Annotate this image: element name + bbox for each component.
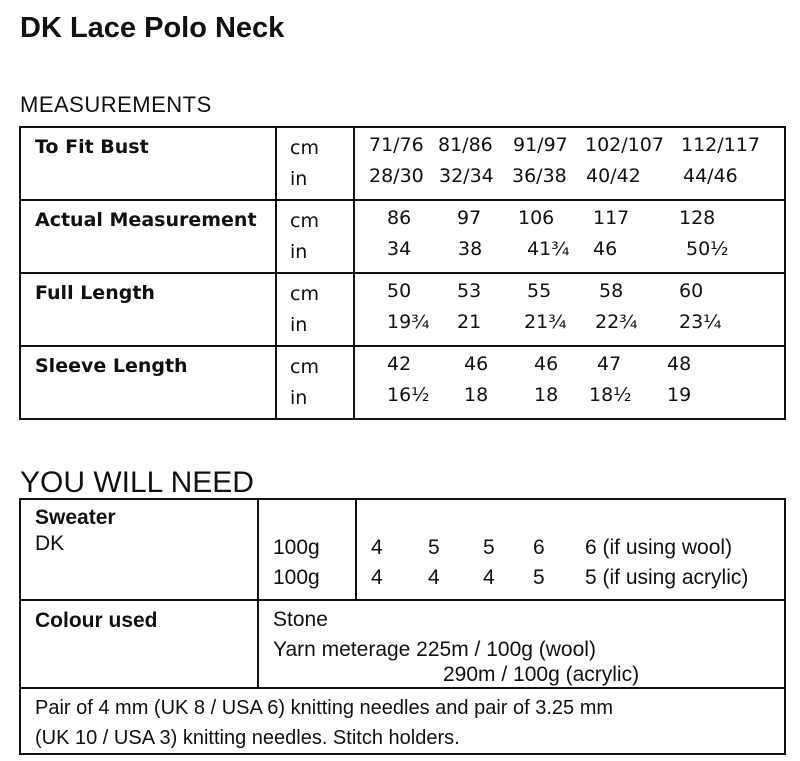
- value-cell: 18: [464, 384, 489, 406]
- value-cell: 117: [593, 207, 630, 229]
- quantity-cell: 5: [428, 536, 440, 559]
- value-cell: 71/76: [369, 134, 424, 156]
- quantity-note: 6 (if using wool): [585, 536, 733, 559]
- value-cell: 42: [387, 353, 412, 375]
- value-cell: 34: [387, 238, 412, 260]
- value-cell: 60: [679, 280, 704, 302]
- unit-cm: cm: [290, 356, 319, 378]
- value-cell: 40/42: [586, 165, 641, 187]
- value-cell: 38: [458, 238, 483, 260]
- row-label: Full Length: [35, 282, 155, 304]
- yarn-weight: 100g: [273, 566, 320, 589]
- quantity-note: 5 (if using acrylic): [585, 566, 749, 589]
- value-cell: 81/86: [438, 134, 493, 156]
- value-cell: 32/34: [439, 165, 494, 187]
- value-cell: 18½: [589, 384, 632, 406]
- row-label: Sleeve Length: [35, 355, 188, 377]
- table-row: [20, 600, 785, 688]
- unit-in: in: [290, 387, 308, 409]
- quantity-cell: 4: [428, 566, 440, 589]
- value-cell: 55: [527, 280, 552, 302]
- row-label: To Fit Bust: [35, 136, 149, 158]
- needles-line-2: (UK 10 / USA 3) knitting needles. Stitch holders.: [35, 727, 460, 749]
- value-cell: 48: [667, 353, 692, 375]
- value-cell: 21: [457, 311, 482, 333]
- unit-cm: cm: [290, 283, 319, 305]
- page-title: DK Lace Polo Neck: [20, 12, 285, 44]
- needles-line-1: Pair of 4 mm (UK 8 / USA 6) knitting needles and pair of 3.25 mm: [35, 697, 614, 719]
- value-cell: 91/97: [513, 134, 568, 156]
- table-row: [20, 688, 785, 754]
- table-row: [20, 499, 785, 600]
- colour-name: Stone: [273, 608, 328, 631]
- value-cell: 18: [534, 384, 559, 406]
- value-cell: 50: [387, 280, 412, 302]
- value-cell: 112/117: [681, 134, 760, 156]
- value-cell: 102/107: [585, 134, 664, 156]
- unit-cm: cm: [290, 210, 319, 232]
- value-cell: 128: [679, 207, 716, 229]
- value-cell: 19: [667, 384, 692, 406]
- unit-cm: cm: [290, 137, 319, 159]
- quantity-cell: 5: [483, 536, 495, 559]
- quantity-cell: 4: [371, 566, 383, 589]
- value-cell: 86: [387, 207, 412, 229]
- measurements-heading: MEASUREMENTS: [20, 92, 212, 117]
- unit-in: in: [290, 314, 308, 336]
- value-cell: 47: [597, 353, 622, 375]
- sweater-label: Sweater: [35, 506, 116, 529]
- quantity-cell: 6: [533, 536, 545, 559]
- quantity-cell: 5: [533, 566, 545, 589]
- yarn-weight: 100g: [273, 536, 320, 559]
- value-cell: 41¾: [527, 238, 570, 260]
- table-row: [20, 127, 785, 200]
- quantity-cell: 4: [371, 536, 383, 559]
- value-cell: 28/30: [369, 165, 424, 187]
- value-cell: 46: [534, 353, 559, 375]
- value-cell: 44/46: [683, 165, 738, 187]
- value-cell: 36/38: [512, 165, 567, 187]
- value-cell: 50½: [686, 238, 729, 260]
- value-cell: 46: [593, 238, 618, 260]
- value-cell: 97: [457, 207, 482, 229]
- value-cell: 53: [457, 280, 482, 302]
- yarn-type: DK: [35, 532, 65, 555]
- value-cell: 58: [599, 280, 624, 302]
- colour-used-label: Colour used: [35, 609, 158, 632]
- value-cell: 21¾: [524, 311, 567, 333]
- you-will-need-heading: YOU WILL NEED: [20, 466, 254, 499]
- yarn-meterage-acrylic: 290m / 100g (acrylic): [443, 663, 640, 686]
- measurements-table: [19, 126, 786, 420]
- table-row: [20, 200, 785, 273]
- unit-in: in: [290, 241, 308, 263]
- table-row: [20, 273, 785, 346]
- value-cell: 16½: [387, 384, 430, 406]
- value-cell: 23¼: [679, 311, 722, 333]
- value-cell: 106: [518, 207, 555, 229]
- quantity-cell: 4: [483, 566, 495, 589]
- row-label: Actual Measurement: [35, 209, 257, 231]
- unit-in: in: [290, 168, 308, 190]
- you-will-need-table: [19, 498, 786, 755]
- table-row: [20, 346, 785, 419]
- value-cell: 46: [464, 353, 489, 375]
- value-cell: 22¾: [595, 311, 638, 333]
- yarn-meterage-wool: Yarn meterage 225m / 100g (wool): [273, 638, 596, 661]
- value-cell: 19¾: [387, 311, 430, 333]
